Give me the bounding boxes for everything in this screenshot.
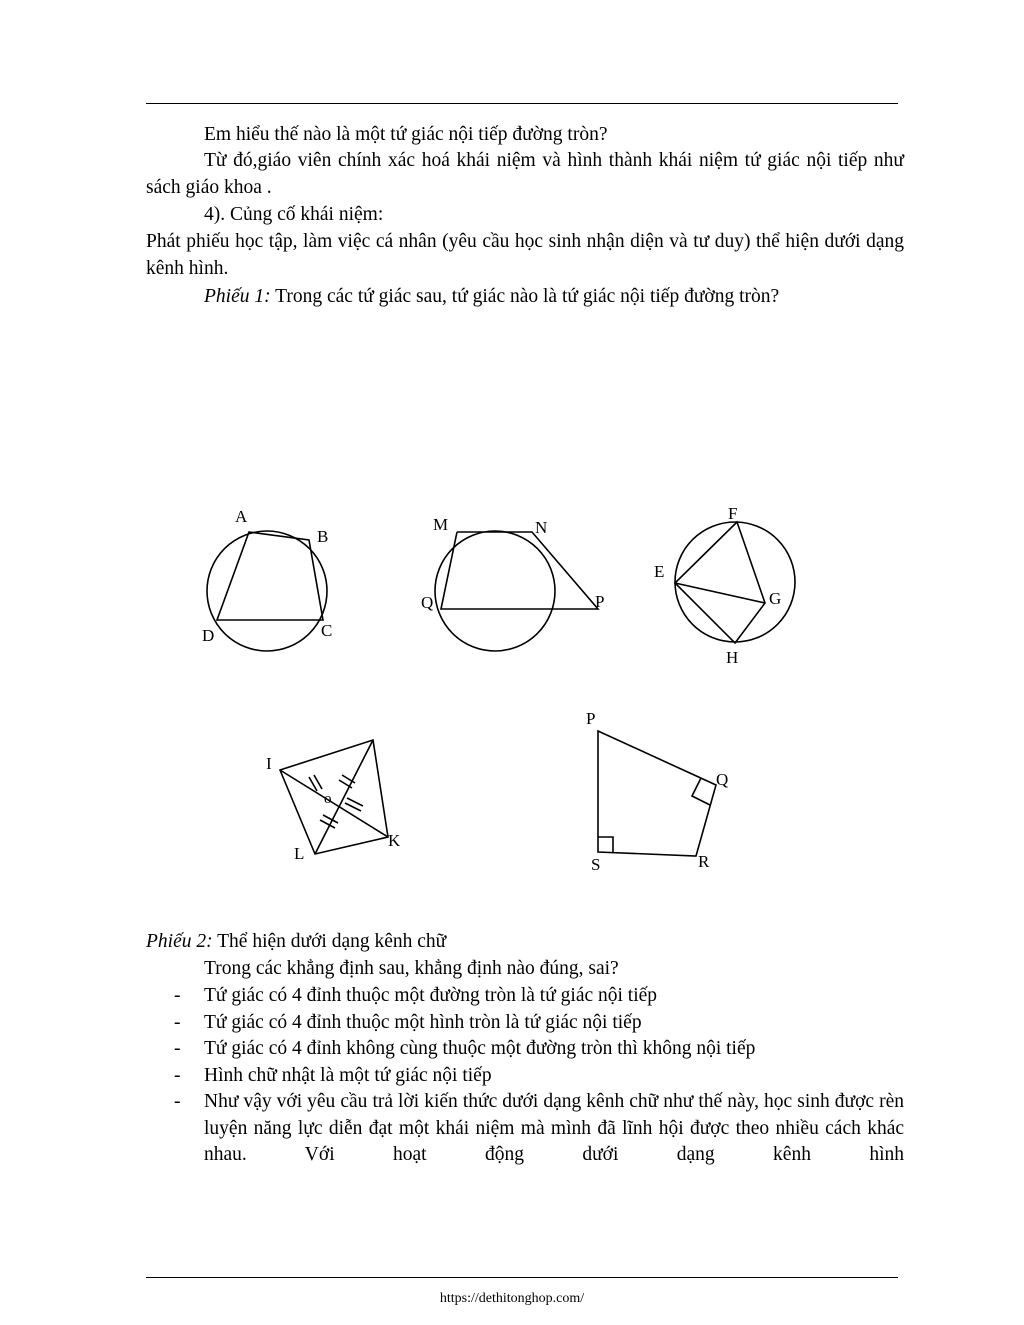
fig2-label-Q: Q xyxy=(421,593,434,612)
phieu1-label: Phiếu 1: xyxy=(204,286,271,307)
fig2-label-M: M xyxy=(433,515,449,534)
list-item-text: Như vậy với yêu cầu trả lời kiến thức dưới dạng kênh chữ như thế này, học sinh được rèn luyện năng lực diễn đạt một khái niệm mà mình đã lĩnh hội được theo nhiều cách khác nhau. Với hoạt động dưới dạng kênh hình xyxy=(204,1091,904,1165)
fig5-label-S: S xyxy=(591,855,601,874)
footer-rule xyxy=(146,1277,898,1278)
list-item xyxy=(146,983,904,1010)
geometry-figures xyxy=(0,495,1024,895)
phieu2-line xyxy=(146,929,904,956)
section-heading xyxy=(146,202,904,229)
definition-paragraph xyxy=(146,148,904,201)
fig1-label-B: B xyxy=(317,527,329,546)
fig4-label-o: o xyxy=(324,791,332,807)
fig2-label-N: N xyxy=(535,518,548,537)
fig3-label-F: F xyxy=(728,504,738,523)
dash-marker: - xyxy=(174,985,181,1006)
dash-marker: - xyxy=(174,1038,181,1059)
fig5-label-R: R xyxy=(698,852,710,871)
definition-text: Từ đó,giáo viên chính xác hoá khái niệm và hình thành khái niệm tứ giác nội tiếp như sách giáo khoa . xyxy=(146,150,904,198)
footer-link[interactable]: https://dethitonghop.com/ xyxy=(439,1291,585,1306)
fig3-label-G: G xyxy=(769,589,782,608)
statement-list xyxy=(146,983,904,1169)
header-rule xyxy=(146,103,898,104)
fig5-label-P: P xyxy=(586,709,596,728)
worksheet-text: Phát phiếu học tập, làm việc cá nhân (yêu cầu học sinh nhận diện và tư duy) thể hiện dưới dạng kênh hình. xyxy=(146,231,904,279)
fig5-label-Q: Q xyxy=(716,770,729,789)
dash-marker: - xyxy=(174,1011,181,1033)
list-item xyxy=(146,1063,904,1090)
fig2-label-P: P xyxy=(595,592,605,611)
footer-url[interactable] xyxy=(0,1291,1024,1307)
phieu1-text: Trong các tứ giác sau, tứ giác nào là tứ giác nội tiếp đường tròn? xyxy=(270,286,780,307)
fig4-label-L: L xyxy=(294,844,305,863)
question-text: Em hiểu thế nào là một tứ giác nội tiếp đường tròn? xyxy=(204,124,608,145)
fig3-label-E: E xyxy=(654,562,665,581)
phieu2-label: Phiếu 2: xyxy=(146,931,213,952)
dash-marker: - xyxy=(174,1064,181,1086)
worksheet-paragraph xyxy=(146,229,904,282)
list-item xyxy=(146,1036,904,1063)
dash-marker: - xyxy=(174,1091,181,1112)
list-item xyxy=(146,1010,904,1037)
phieu1-line xyxy=(146,284,904,311)
list-item-text: Tứ giác có 4 đỉnh thuộc một hình tròn là tứ giác nội tiếp xyxy=(204,1011,642,1033)
fig1-label-A: A xyxy=(235,507,248,526)
fig3-label-H: H xyxy=(726,648,739,667)
fig1-label-D: D xyxy=(202,626,215,645)
section-heading-text: 4). Củng cố khái niệm: xyxy=(204,204,384,225)
phieu2-text: Thể hiện dưới dạng kênh chữ xyxy=(212,931,447,952)
statement-question xyxy=(146,956,904,983)
fig4-label-K: K xyxy=(388,831,401,850)
fig1-label-C: C xyxy=(321,621,333,640)
list-item-text: Tứ giác có 4 đỉnh không cùng thuộc một đường tròn thì không nội tiếp xyxy=(204,1038,756,1059)
fig4-label-I: I xyxy=(266,754,272,773)
question-line xyxy=(146,122,904,149)
list-item xyxy=(146,1089,904,1169)
list-item-text: Tứ giác có 4 đỉnh thuộc một đường tròn là tứ giác nội tiếp xyxy=(204,985,658,1006)
list-item-text: Hình chữ nhật là một tứ giác nội tiếp xyxy=(204,1064,492,1086)
statement-question-text: Trong các khẳng định sau, khẳng định nào đúng, sai? xyxy=(204,958,619,979)
